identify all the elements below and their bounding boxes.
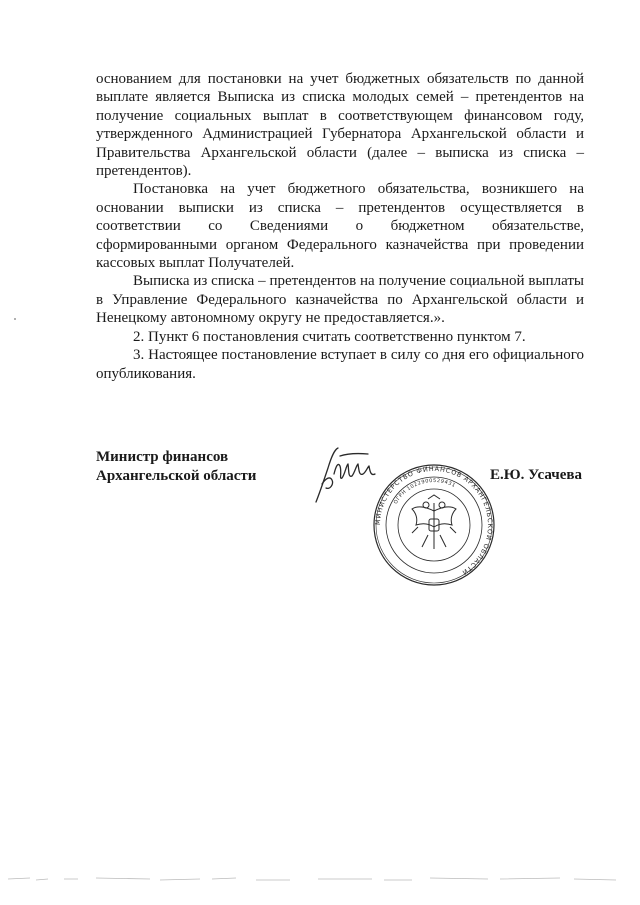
scan-artifact-line xyxy=(0,872,640,886)
paragraph-obligation-registration: Постановка на учет бюджетного обязательства, возникшего на основании выписки из списка – претендентов осуществляется в соответствии со Сведениями о бюджетном обязательстве, сформированными органом Федерального казначейства при проведении кассовых выплат Получателей. xyxy=(96,181,584,272)
paragraph-item-3: 3. Настоящее постановление вступает в силу со дня его официального опубликования. xyxy=(96,347,584,382)
official-seal xyxy=(372,463,496,587)
document-body xyxy=(96,70,584,383)
paragraph-continuation: основанием для постановки на учет бюджетных обязательств по данной выплате является Выписка из списка молодых семей – претендентов на получение социальных выплат в соответствующем финансовом году, утвержденного Администрацией Губернатора Архангельской области и Правительства Архангельской области (далее – выписка из списка – претендентов). xyxy=(96,71,584,180)
signatory-name: Е.Ю. Усачева xyxy=(490,467,582,483)
paragraph-extract-not-provided: Выписка из списка – претендентов на получение социальной выплаты в Управление Федерального казначейства по Архангельской области и Ненецкому автономному округу не предоставляется.». xyxy=(96,273,584,327)
seal-outer-text: МИНИСТЕРСТВО ФИНАНСОВ АРХАНГЕЛЬСКОЙ ОБЛАСТИ xyxy=(373,464,495,577)
coat-of-arms-icon xyxy=(412,495,456,549)
paragraph-item-2: 2. Пункт 6 постановления считать соответственно пунктом 7. xyxy=(133,328,526,345)
scan-speck xyxy=(14,318,16,320)
seal-inner-text: ОГРН 1022900529431 xyxy=(392,477,457,506)
signatory-title-line2: Архангельской области xyxy=(96,467,257,484)
signatory-title xyxy=(96,448,256,485)
signatory-title-line1: Министр финансов xyxy=(96,449,229,465)
